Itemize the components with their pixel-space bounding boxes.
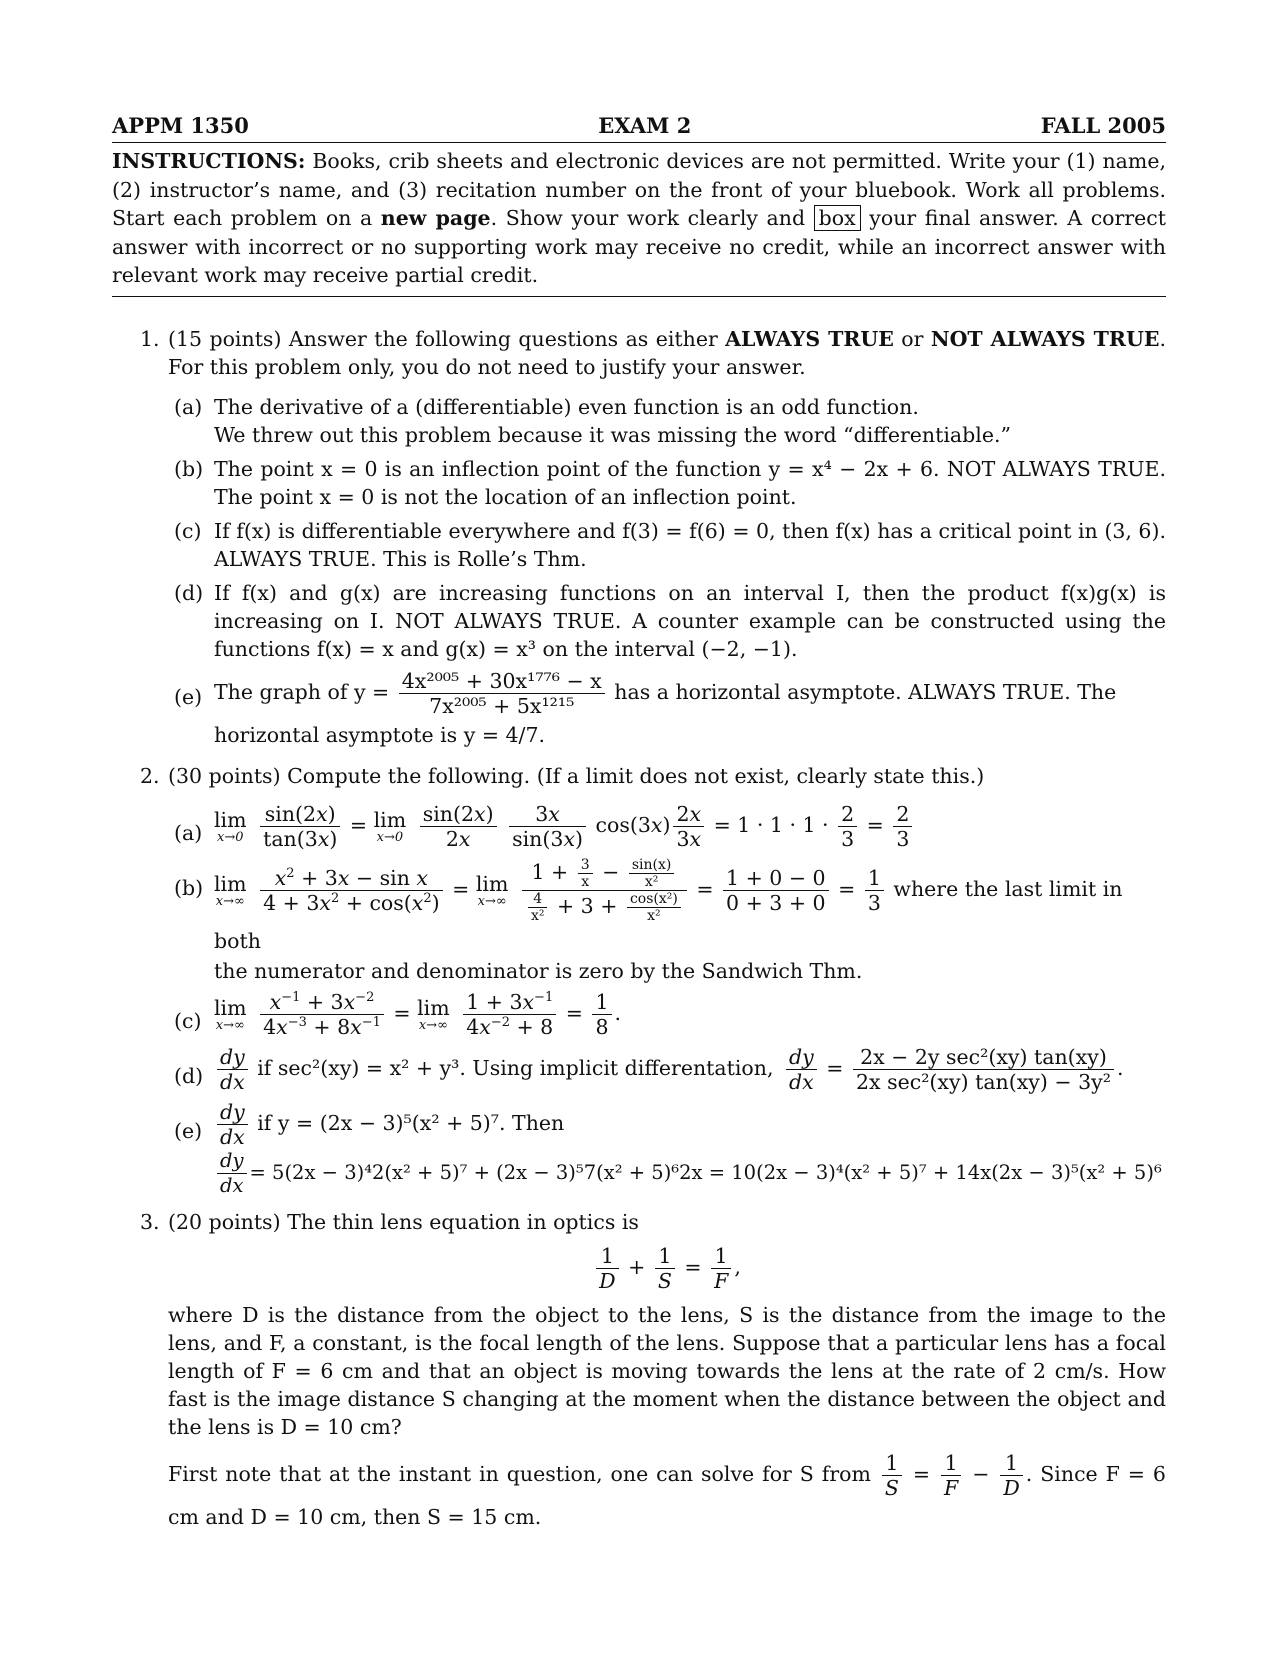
part-1e bbox=[168, 669, 1166, 752]
derivative-fraction bbox=[853, 1045, 1114, 1094]
problem-3-intro: (20 points) The thin lens equation in optics is bbox=[168, 1209, 639, 1234]
part-1c bbox=[168, 517, 1166, 573]
not-always-true-label: NOT ALWAYS TRUE bbox=[930, 326, 1160, 351]
rational-function bbox=[399, 669, 605, 718]
intro-text-2: . For this problem only, you do not need to justify your answer. bbox=[168, 326, 1166, 379]
part-1d-text: If f(x) and g(x) are increasing functions on an interval I, then the product f(x)g(x) is increasing on I. NOT ALWAYS TRUE. A counter example can be constructed using the functions f(x) = x and g(x) = x³ on the interval (−2, −1). bbox=[214, 580, 1166, 661]
part-2e-result: = 5(2x − 3)⁴2(x² + 5)⁷ + (2x − 3)⁵7(x² + 5)⁶2x = 10(2x − 3)⁴(x² + 5)⁷ + 14x(2x − 3)⁵(x² + 5)⁶ bbox=[249, 1160, 1162, 1184]
part-label: (d) bbox=[174, 580, 204, 605]
or-text: or bbox=[893, 326, 931, 351]
problem-number: 1. bbox=[140, 326, 160, 351]
part-2b-note: where the last limit in both bbox=[214, 876, 1123, 953]
part-label: (b) bbox=[174, 456, 204, 481]
intro-text: (15 points) Answer the following questions as either bbox=[168, 326, 726, 351]
problem-number: 2. bbox=[140, 763, 160, 788]
problem-2 bbox=[112, 762, 1166, 1198]
fraction-numerator: 4x²⁰⁰⁵ + 30x¹⁷⁷⁶ − x bbox=[399, 669, 605, 694]
part-2b-note-2: the numerator and denominator is zero by the Sandwich Thm. bbox=[214, 958, 863, 983]
part-label: (d) bbox=[174, 1063, 204, 1088]
fraction-numerator: 2x − 2y sec²(xy) tan(xy) bbox=[853, 1045, 1114, 1070]
instructions-text-2: . Show your work clearly and bbox=[490, 206, 814, 230]
solution-text-2: . Since F = 6 cm and D = 10 cm, then S = 15 cm. bbox=[168, 1461, 1166, 1529]
problem-3 bbox=[112, 1208, 1166, 1534]
part-2b: (b) lim x→∞ $\frac{x^2 + 3x - \sin x}{4 + 3x^2 + \cos(x^2)}$ = lim x→∞ 1 + $\frac{3}{x}$ − $\frac{\sin(x)}{\text{x²}}$ $\frac{4}{\text{x²}}$ + 3 + $\frac{\text{cos(x²)}}{\text{x²}}$ = $\frac{1 + 0 - 0}{0 + 3 + 0}$ = $\frac{1}{3}$ where the last limit in both the numerator and denominator is zero by the Sandwich Thm. bbox=[168, 857, 1166, 984]
part-label: (a) bbox=[174, 394, 203, 419]
always-true-label: ALWAYS TRUE bbox=[725, 326, 894, 351]
instructions-text-3: your final answer. A correct answer with incorrect or no supporting work may receive no credit, while an incorrect answer with relevant work may receive partial credit. bbox=[112, 206, 1166, 287]
new-page-emphasis: new page bbox=[380, 206, 491, 230]
part-1d bbox=[168, 579, 1166, 663]
part-1b bbox=[168, 455, 1166, 511]
exam-term: FALL 2005 bbox=[1040, 113, 1166, 138]
instructions bbox=[112, 147, 1166, 297]
part-label: (a) bbox=[174, 820, 203, 845]
part-label: (e) bbox=[174, 1118, 203, 1143]
part-1a-question: The derivative of a (differentiable) even function is an odd function. bbox=[214, 394, 919, 419]
part-1a-answer: We threw out this problem because it was missing the word “differentiable.” bbox=[214, 422, 1011, 447]
part-2c: (c) lim x→∞ $\frac{x^{-1} + 3x^{-2}}{4x^{-3} + 8x^{-1}}$ = lim x→∞ $\frac{1 + 3x^{-1}}{4x^{-2} + 8}$ = $\frac{1}{8}$ . bbox=[174, 989, 622, 1039]
part-1e-answer: has a horizontal asymptote. ALWAYS TRUE. The horizontal asymptote is y = 4/7. bbox=[214, 679, 1117, 747]
part-label: (c) bbox=[174, 1008, 202, 1033]
exam-title: EXAM 2 bbox=[598, 113, 692, 138]
fraction-denominator: 7x²⁰⁰⁵ + 5x¹²¹⁵ bbox=[429, 693, 575, 718]
problem-1 bbox=[112, 325, 1166, 752]
exam-page bbox=[112, 112, 1166, 1534]
part-label: (b) bbox=[174, 875, 204, 900]
part-2e-text: if y = (2x − 3)⁵(x² + 5)⁷. Then bbox=[257, 1110, 565, 1135]
problem-3-text: where D is the distance from the object to the lens, S is the distance from the image to the lens, and F, a constant, is the focal length of the lens. Suppose that a particular lens has a focal length of F = 6 cm and that an object is moving towards the lens at the rate of 2 cm/s. How fast is the image distance S changing at the moment when the distance between the object and the lens is D = 10 cm? bbox=[168, 1302, 1166, 1439]
course-code: APPM 1350 bbox=[112, 113, 249, 138]
part-2a: (a) lim x→0 $\frac{\sin(2x)}{\tan(3x)}$ = lim x→0 $\frac{\sin(2x)}{2x}$ $\frac{3x}{\sin(3x)}$ cos(3x) $\frac{2x}{3x}$ = 1 · 1 · 1 · $\frac{2}{3}$ = $\frac{2}{3}$ bbox=[168, 802, 1166, 851]
instructions-label: INSTRUCTIONS: bbox=[112, 149, 306, 173]
part-1e-lead: The graph of y = bbox=[214, 679, 390, 704]
problem-3-solution: First note that at the instant in question, one can solve for S from $\frac{1}{S}$ = $\frac{1}{F}$ − $\frac{1}{D}$ . Since F = 6 cm and D = 10 cm, then S = 15 cm. bbox=[168, 1450, 1166, 1529]
lens-equation: $\frac{1}{D}$ + $\frac{1}{S}$ = $\frac{1}{F}$ , bbox=[168, 1244, 1166, 1293]
part-1b-text: The point x = 0 is an inflection point of the function y = x⁴ − 2x + 6. NOT ALWAYS TRUE. The point x = 0 is not the location of an inflection point. bbox=[214, 456, 1166, 509]
instructions-text: Books, crib sheets and electronic devices are not permitted. Write your (1) name, (2) instructor’s name, and (3) recitation number on the front of your bluebook. Work all problems. Start each problem on a bbox=[112, 149, 1166, 230]
part-label: (c) bbox=[174, 518, 202, 543]
boxed-word: box bbox=[814, 205, 861, 231]
part-1a bbox=[168, 393, 1166, 449]
fraction-denominator: 2x sec²(xy) tan(xy) − 3y² bbox=[855, 1069, 1111, 1094]
part-2e: (e) $\frac{dy}{dx}$ if y = (2x − 3)⁵(x² + 5)⁷. Then $\frac{dy}{dx}$ = 5(2x − 3)⁴2(x² + 5)⁷ + (2x − 3)⁵7(x² + 5)⁶2x = 10(2x − 3)⁴(x² + 5)⁷ + 14x(2x − 3)⁵(x² + 5)⁶ bbox=[174, 1099, 1162, 1197]
exam-header bbox=[112, 112, 1166, 143]
problem-2-intro: (30 points) Compute the following. (If a limit does not exist, clearly state this.) bbox=[168, 763, 985, 788]
part-2d-text: if sec²(xy) = x² + y³. Using implicit differentation, bbox=[257, 1055, 774, 1080]
problem-1-intro bbox=[168, 325, 1166, 381]
part-label: (e) bbox=[174, 684, 203, 709]
part-1c-text: If f(x) is differentiable everywhere and f(3) = f(6) = 0, then f(x) has a critical point in (3, 6). ALWAYS TRUE. This is Rolle’s Thm. bbox=[214, 518, 1166, 571]
problem-number: 3. bbox=[140, 1209, 160, 1234]
solution-text: First note that at the instant in question, one can solve for S from bbox=[168, 1461, 871, 1486]
part-2d: (d) $\frac{dy}{dx}$ if sec²(xy) = x² + y³. Using implicit differentation, $\frac{dy}{dx}$ = $\frac{\text{2x − 2y sec²(xy) tan(xy)}}{\text{2x sec²(xy) tan(xy) − 3y²}}$ . bbox=[174, 1044, 1124, 1094]
